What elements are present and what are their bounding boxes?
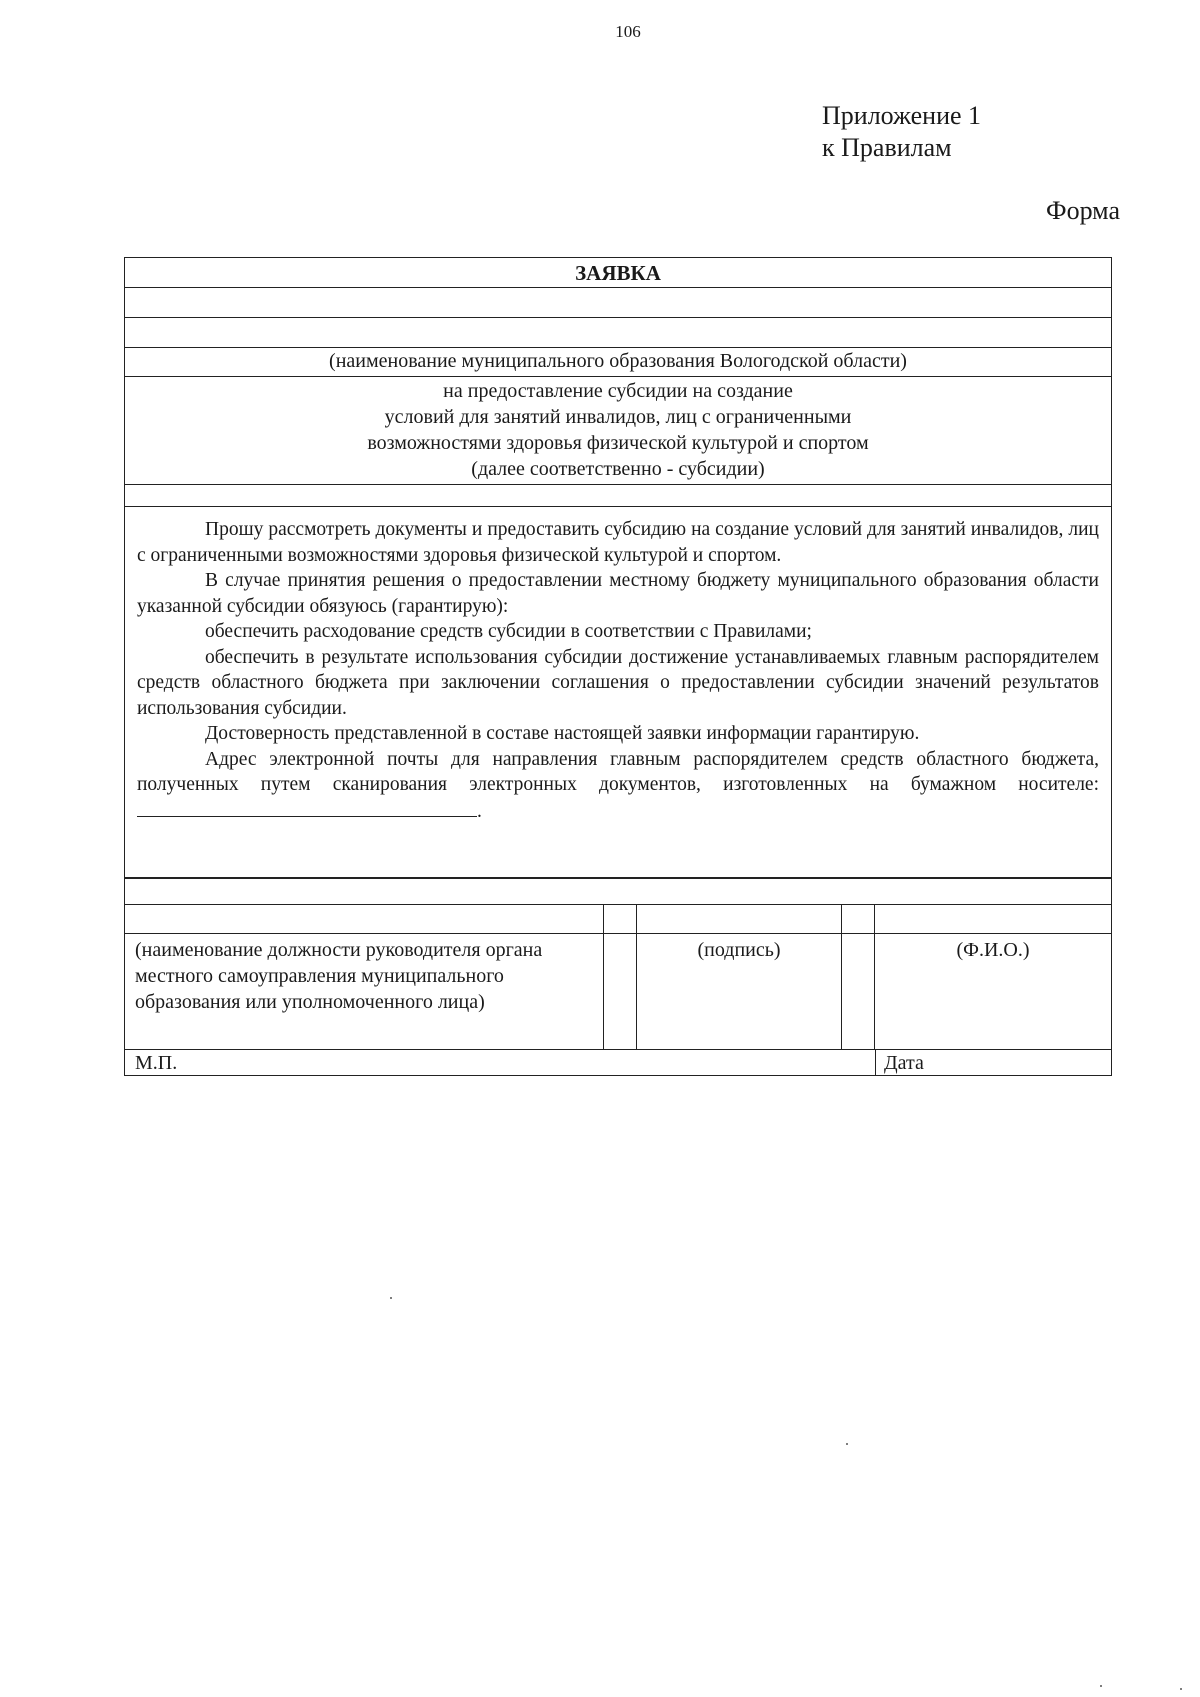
scan-speck bbox=[1100, 1685, 1102, 1687]
email-request-text: Адрес электронной почты для направления главным распорядителем средств областного бюджета, полученных путем сканирования электронных документов, изготовленных на бумажном носителе: bbox=[137, 748, 1099, 795]
email-address-field[interactable] bbox=[137, 798, 477, 817]
seal-date-row bbox=[125, 1049, 1111, 1076]
signature-lines-row bbox=[125, 905, 1111, 934]
body-paragraph-4: обеспечить в результате использования субсидии достижение устанавливаемых главным распорядителем средств областного бюджета при заключении соглашения о предоставлении субсидии значений результатов использования субсидии. bbox=[137, 646, 1099, 719]
body-paragraph-3: обеспечить расходование средств субсидии в соответствии с Правилами; bbox=[205, 621, 812, 642]
blank-row-1 bbox=[125, 288, 1111, 318]
signature-cell-divider-3 bbox=[603, 933, 637, 1049]
page-number: 106 bbox=[615, 22, 641, 41]
application-title: ЗАЯВКА bbox=[125, 258, 1111, 288]
subject-line-1: на предоставление субсидии на создание bbox=[443, 380, 793, 402]
signature-blank-row bbox=[125, 879, 1111, 905]
blank-row-3 bbox=[125, 485, 1111, 508]
subject-line-2: условий для занятий инвалидов, лиц с ограниченными bbox=[384, 406, 852, 428]
body-paragraph-5: Достоверность представленной в составе настоящей заявки информации гарантирую. bbox=[205, 723, 920, 744]
signature-caption: (подпись) bbox=[697, 939, 781, 961]
body-paragraph-2: В случае принятия решения о предоставлении местному бюджету муниципального образования области указанной субсидии обязуюсь (гарантирую): bbox=[137, 570, 1099, 617]
date-cell bbox=[875, 1049, 1111, 1076]
signature-table bbox=[124, 878, 1112, 1076]
form-label: Форма bbox=[1046, 196, 1120, 225]
scan-speck bbox=[390, 1297, 392, 1299]
appendix-line-1: Приложение 1 bbox=[822, 101, 982, 130]
scan-speck bbox=[1180, 1688, 1182, 1690]
scan-speck bbox=[846, 1443, 848, 1445]
appendix-reference bbox=[822, 100, 981, 164]
application-subject bbox=[125, 377, 1111, 485]
position-caption: (наименование должности руководителя органа местного самоуправления муниципального образования или уполномоченного лица) bbox=[135, 939, 543, 1013]
name-caption: (Ф.И.О.) bbox=[956, 939, 1030, 961]
body-paragraph-6 bbox=[137, 747, 1099, 825]
signature-cell-divider-4 bbox=[841, 933, 875, 1049]
subject-line-4: (далее соответственно - субсидии) bbox=[471, 458, 765, 480]
municipality-caption: (наименование муниципального образования Вологодской области) bbox=[125, 348, 1111, 377]
blank-row-2 bbox=[125, 318, 1111, 348]
email-field-end: . bbox=[477, 800, 482, 822]
subject-line-3: возможностями здоровья физической культурой и спортом bbox=[367, 432, 869, 454]
date-label: Дата bbox=[884, 1052, 924, 1074]
body-paragraph-1: Прошу рассмотреть документы и предоставить субсидию на создание условий для занятий инвалидов, лиц с ограниченными возможностями здоровья физической культурой и спортом. bbox=[137, 519, 1099, 566]
seal-label: М.П. bbox=[135, 1052, 178, 1074]
application-header-table bbox=[124, 257, 1112, 507]
signature-cell-divider-2 bbox=[841, 905, 875, 933]
application-body bbox=[124, 507, 1112, 878]
signature-cell-divider-1 bbox=[603, 905, 637, 933]
signature-captions-row bbox=[125, 933, 1111, 1050]
appendix-line-2: к Правилам bbox=[822, 133, 952, 162]
